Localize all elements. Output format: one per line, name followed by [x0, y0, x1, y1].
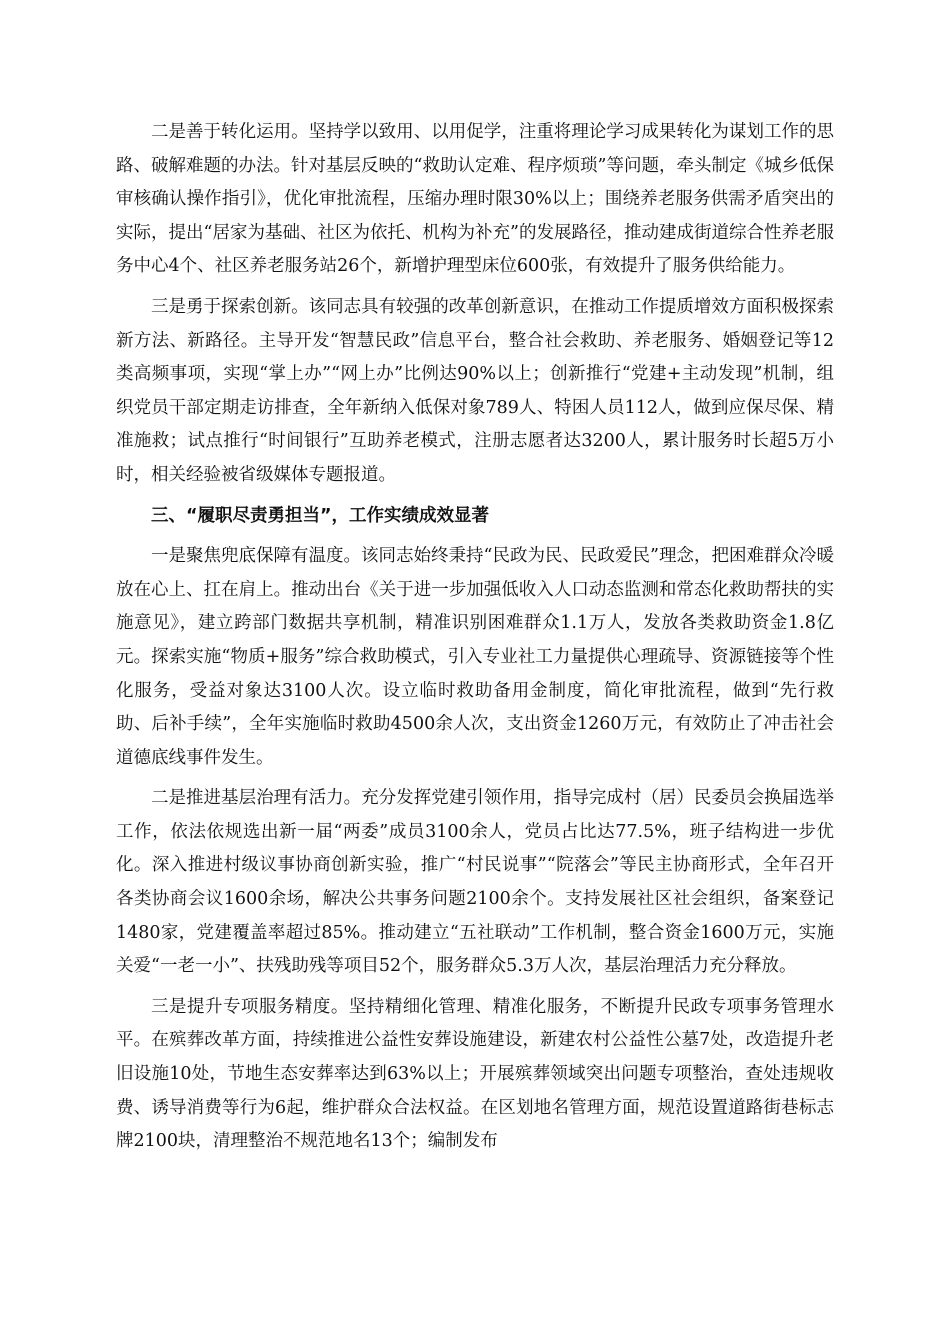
- paragraph-grassroots-governance: 二是推进基层治理有活力。充分发挥党建引领作用，指导完成村（居）民委员会换届选举工作，依法依规选出新一届“两委”成员3100余人，党员占比达77.5%，班子结构进一步优化。深入推进村级议事协商创新实验，推广“村民说事”“院落会”等民主协商形式，全年召开各类协商会议1600余场，解决公共事务问题2100余个。支持发展社区社会组织，备案登记1480家，党建覆盖率超过85%。推动建立“五社联动”工作机制，整合资金1600万元，实施关爱“一老一小”、扶残助残等项目52个，服务群众5.3万人次，基层治理活力充分释放。: [116, 788, 834, 977]
- paragraph-safety-net: 一是聚焦兜底保障有温度。该同志始终秉持“民政为民、民政爱民”理念，把困难群众冷暖放在心上、扛在肩上。推动出台《关于进一步加强低收入人口动态监测和常态化救助帮扶的实施意见》，建立跨部门数据共享机制，精准识别困难群众1.1万人，发放各类救助资金1.8亿元。探索实施“物质+服务”综合救助模式，引入专业社工力量提供心理疏导、资源链接等个性化服务，受益对象达3100人次。设立临时救助备用金制度，简化审批流程，做到“先行救助、后补手续”，全年实施临时救助4500余人次，支出资金1260万元，有效防止了冲击社会道德底线事件发生。: [116, 546, 834, 768]
- paragraph-special-services: 三是提升专项服务精度。坚持精细化管理、精准化服务，不断提升民政专项事务管理水平。在殡葬改革方面，持续推进公益性安葬设施建设，新建农村公益性公墓7处，改造提升老旧设施10处，节地生态安葬率达到63%以上；开展殡葬领域突出问题专项整治，查处违规收费、诱导消费等行为6起，维护群众合法权益。在区划地名管理方面，规范设置道路街巷标志牌2100块，清理整治不规范地名13个；编制发布: [116, 996, 834, 1152]
- section-heading-performance: 三、“履职尽责勇担当”，工作实绩成效显著: [151, 505, 490, 526]
- paragraph-explore-innovate: 三是勇于探索创新。该同志具有较强的改革创新意识，在推动工作提质增效方面积极探索新方法、新路径。主导开发“智慧民政”信息平台，整合社会救助、养老服务、婚姻登记等12类高频事项，实现“掌上办”“网上办”比例达90%以上；创新推行“党建+主动发现”机制，组织党员干部定期走访排查，全年新纳入低保对象789人、特困人员112人，做到应保尽保、精准施救；试点推行“时间银行”互助养老模式，注册志愿者达3200人，累计服务时长超5万小时，相关经验被省级媒体专题报道。: [116, 296, 834, 485]
- document-body: [116, 116, 834, 1166]
- paragraph-transform-apply: 二是善于转化运用。坚持学以致用、以用促学，注重将理论学习成果转化为谋划工作的思路、破解难题的办法。针对基层反映的“救助认定难、程序烦琐”等问题，牵头制定《城乡低保审核确认操作指引》，优化审批流程，压缩办理时限30%以上；围绕养老服务供需矛盾突出的实际，提出“居家为基础、社区为依托、机构为补充”的发展路径，推动建成街道综合性养老服务中心4个、社区养老服务站26个，新增护理型床位600张，有效提升了服务供给能力。: [116, 122, 834, 277]
